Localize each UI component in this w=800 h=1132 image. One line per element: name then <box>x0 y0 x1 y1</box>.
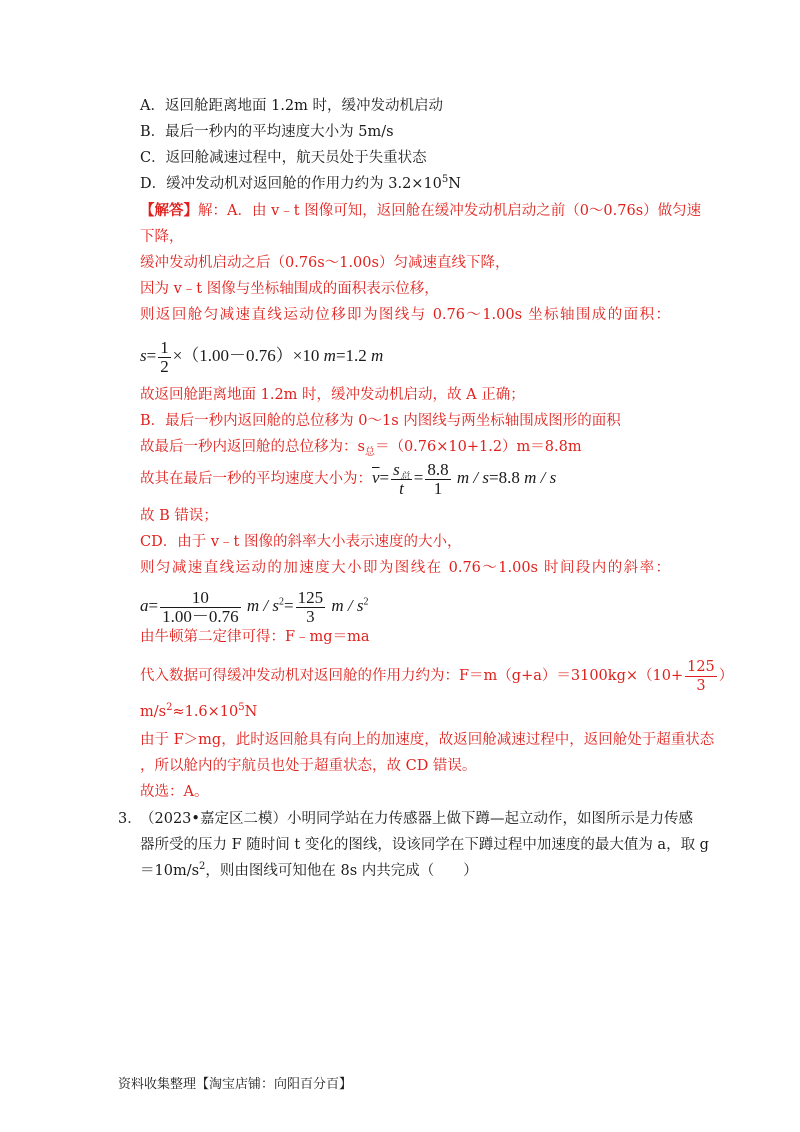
option-d-unit: N <box>448 176 461 192</box>
formula-displacement: s= $\frac{1}{2}$ ×（1.00－0.76）×10 m=1.2 m <box>140 337 384 376</box>
answer-line-17: ，所以舱内的宇航员也处于超重状态，故 CD 错误。 <box>140 758 477 774</box>
option-c: C．返回舱减速过程中，航天员处于失重状态 <box>140 150 427 166</box>
answer-line-7: B．最后一秒内返回舱的总位移为 0～1s 内图线与两坐标轴围成图形的面积 <box>140 413 621 429</box>
answer-line-6: 故返回舱距离地面 1.2m 时，缓冲发动机启动，故 A 正确； <box>140 387 525 403</box>
answer-line-15: $m/s^2\approx 1.6\times 10^5N$ <box>140 702 258 720</box>
answer-line-11: CD．由于 v﹣t 图像的斜率大小表示速度的大小， <box>140 534 462 550</box>
option-d <box>140 174 461 194</box>
question-3-number: 3． <box>118 811 142 827</box>
answer-line-4: 因为 v﹣t 图像与坐标轴围成的面积表示位移， <box>140 281 439 297</box>
option-b: B．最后一秒内的平均速度大小为 5m/s <box>140 124 394 140</box>
footer-text: 资料收集整理【淘宝店铺：向阳百分百】 <box>118 1077 353 1092</box>
answer-line-9: 故其在最后一秒的平均速度大小为：$\overline{v}=$ $\frac{s_总}{t}$ = $\frac{8.8}{1}$ m / s=8.8 m / s <box>140 459 557 498</box>
question-3-line-3: $=10m/s^2$，则由图线可知他在 8s 内共完成（ ） <box>140 861 478 879</box>
answer-line-12: 则匀减速直线运动的加速度大小即为图线在 0.76～1.00s 时间段内的斜率： <box>140 560 670 576</box>
formula-average-velocity: $\overline{v}=$ $\frac{s_总}{t}$ = $\frac{8.8}{1}$ m / s=8.8 m / s <box>372 459 557 498</box>
answer-line-18: 故选：A。 <box>140 784 209 800</box>
option-d-text: D．缓冲发动机对返回舱的作用力约为 3.2×10 <box>140 176 442 192</box>
answer-line-1: 【解答】解：A．由 v﹣t 图像可知，返回舱在缓冲发动机启动之前（0～0.76s）做匀速 <box>140 202 702 219</box>
answer-line-3: 缓冲发动机启动之后（0.76s～1.00s）匀减速直线下降， <box>140 255 510 271</box>
option-d-exponent: 5 <box>441 174 449 186</box>
answer-header: 【解答】 <box>140 202 198 219</box>
question-3-line-2: 器所受的压力 F 随时间 t 变化的图线，设该同学在下蹲过程中加速度的最大值为 a，取 g <box>140 837 709 853</box>
answer-line-10: 故 B 错误； <box>140 508 218 524</box>
answer-line-14: 代入数据可得缓冲发动机对返回舱的作用力约为：F＝m（g+a）＝3100kg×（10+ $\frac{125}{3}$ ） <box>140 658 734 694</box>
fraction-half: $\frac{1}{2}$ <box>160 337 169 376</box>
answer-line-2: 下降， <box>140 229 184 245</box>
formula-acceleration: a= $\frac{10}{1.00-0.76}$ $m / s^2=$ $\frac{125}{3}$ m / $s^2$ <box>140 587 369 626</box>
answer-line-5: 则返回舱匀减速直线运动位移即为图线与 0.76～1.00s 坐标轴围成的面积： <box>140 307 670 323</box>
answer-line-13: 由牛顿第二定律可得：F﹣mg＝ma <box>140 629 370 645</box>
answer-line-16: 由于 F＞mg，此时返回舱具有向上的加速度，故返回舱减速过程中，返回舱处于超重状态 <box>140 732 715 748</box>
option-a: A．返回舱距离地面 1.2m 时，缓冲发动机启动 <box>140 98 443 114</box>
question-3-line-1: （2023•嘉定区二模）小明同学站在力传感器上做下蹲—起立动作，如图所示是力传感 <box>140 811 693 827</box>
answer-line-8: 故最后一秒内返回舱的总位移为：$s_总=(0.76\times 10+1.2)m=8.8m$ <box>140 439 582 458</box>
